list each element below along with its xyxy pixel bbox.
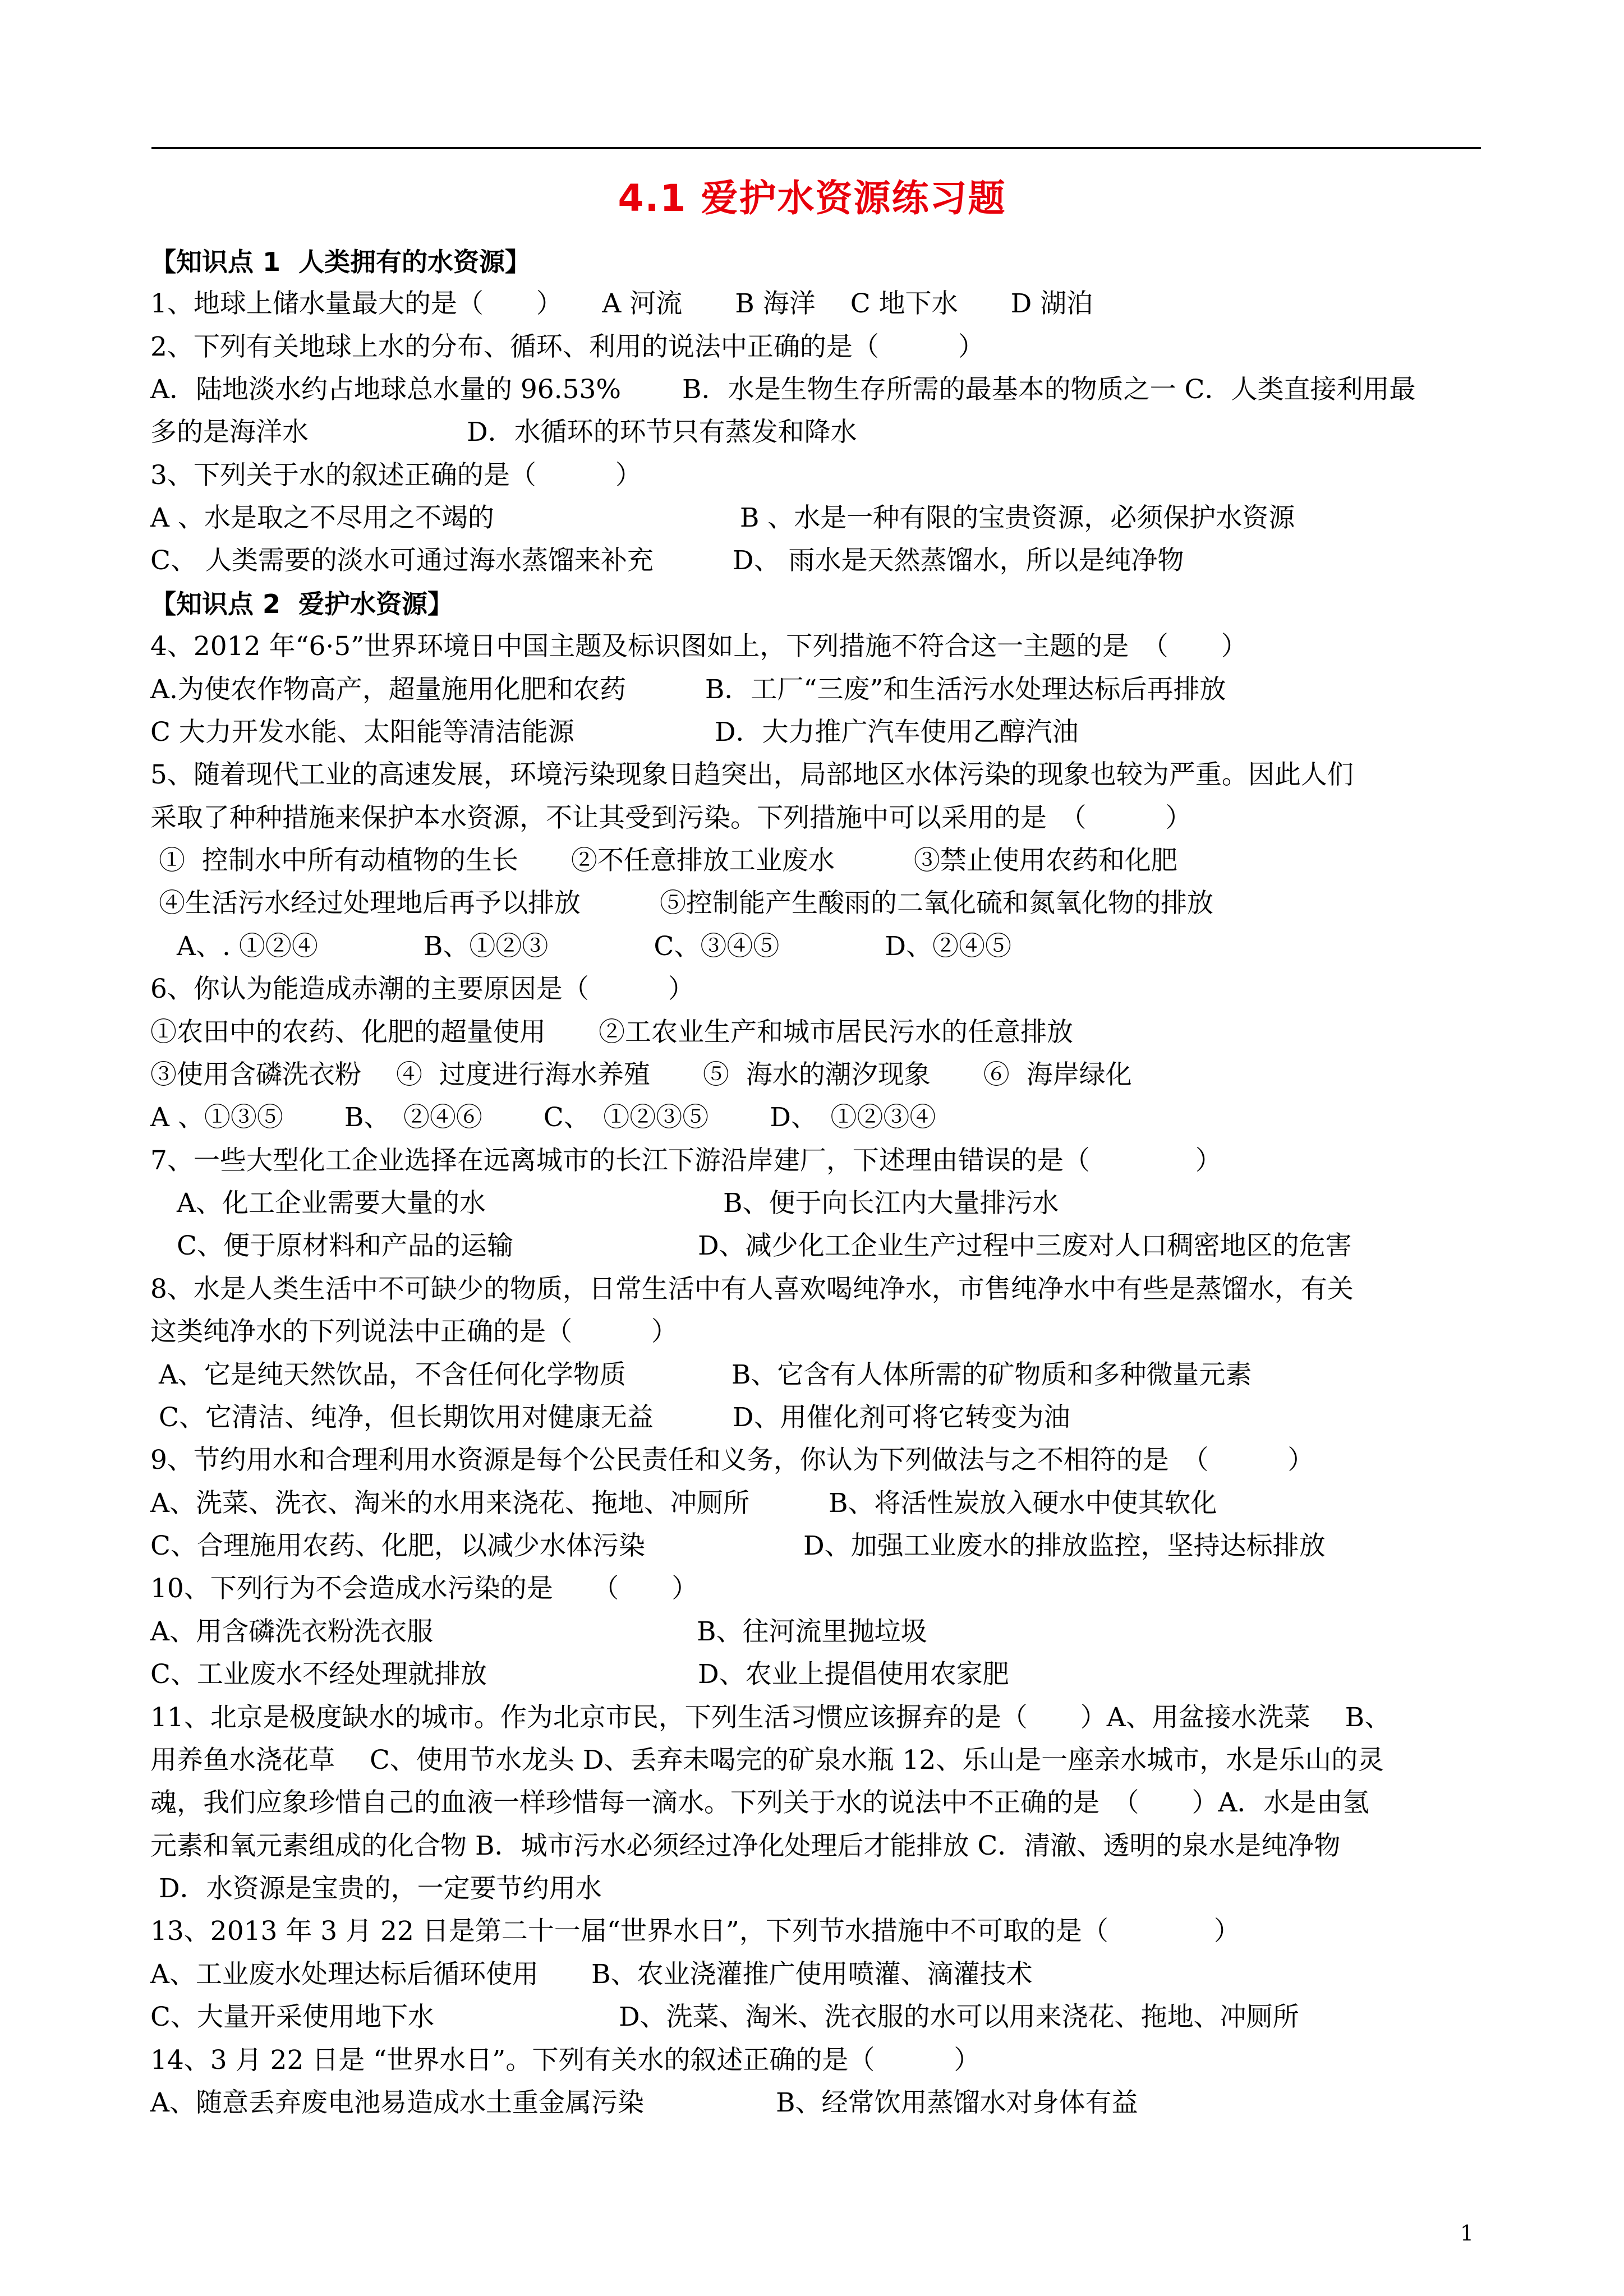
text-line: A 、①③⑤ B、 ②④⑥ C、 ①②③⑤ D、 ①②③④ — [150, 1102, 936, 1133]
text-line: 4、2012 年“6·5”世界环境日中国主题及标识图如上，下列措施不符合这一主题的是 （ ） — [150, 631, 1248, 662]
text-line: 5、随着现代工业的高速发展，环境污染现象日趋突出，局部地区水体污染的现象也较为严重。因此人们 — [150, 759, 1354, 790]
text-line: 7、一些大型化工企业选择在远离城市的长江下游沿岸建厂，下述理由错误的是（ ） — [150, 1145, 1222, 1176]
text-line: 11、北京是极度缺水的城市。作为北京市民，下列生活习惯应该摒弃的是（ ）A、用盆接水洗菜 B、 — [150, 1702, 1391, 1733]
text-line: A.为使农作物高产，超量施用化肥和农药 B．工厂“三废”和生活污水处理达标后再排放 — [150, 674, 1226, 705]
text-line: C 大力开发水能、太阳能等清洁能源 D．大力推广汽车使用乙醇汽油 — [150, 717, 1079, 748]
text-line: 2、下列有关地球上水的分布、循环、利用的说法中正确的是（ ） — [150, 331, 984, 362]
text-line: A．陆地淡水约占地球总水量的 96.53% B．水是生物生存所需的最基本的物质之一 C．人类直接利用最 — [150, 374, 1416, 405]
text-line: C、合理施用农药、化肥，以减少水体污染 D、加强工业废水的排放监控，坚持达标排放 — [150, 1530, 1326, 1561]
text-line: 8、水是人类生活中不可缺少的物质，日常生活中有人喜欢喝纯净水，市售纯净水中有些是蒸馏水，有关 — [150, 1274, 1354, 1304]
text-line: 9、节约用水和合理利用水资源是每个公民责任和义务，你认为下列做法与之不相符的是 （ ） — [150, 1445, 1314, 1476]
text-line: ③使用含磷洗衣粉 ④ 过度进行海水养殖 ⑤ 海水的潮汐现象 ⑥ 海岸绿化 — [150, 1059, 1132, 1090]
section-heading: 【知识点 2 爱护水资源】 — [150, 589, 454, 619]
text-line: D．水资源是宝贵的，一定要节约用水 — [150, 1873, 602, 1904]
text-line: A、. ①②④ B、①②③ C、③④⑤ D、②④⑤ — [150, 931, 1012, 962]
text-line: 10、下列行为不会造成水污染的是 （ ） — [150, 1573, 698, 1604]
text-line: 多的是海洋水 D．水循环的环节只有蒸发和降水 — [150, 417, 857, 448]
text-line: A 、水是取之不尽用之不竭的 B 、水是一种有限的宝贵资源，必须保护水资源 — [150, 502, 1295, 533]
text-line: A、洗菜、洗衣、淘米的水用来浇花、拖地、冲厕所 B、将活性炭放入硬水中使其软化 — [150, 1488, 1217, 1519]
text-line: 这类纯净水的下列说法中正确的是（ ） — [150, 1316, 678, 1347]
text-line: 14、3 月 22 日是 “世界水日”。下列有关水的叙述正确的是（ ） — [150, 2045, 981, 2076]
header-rule — [151, 147, 1481, 149]
text-line: A、工业废水处理达标后循环使用 B、农业浇灌推广使用喷灌、滴灌技术 — [150, 1959, 1033, 1990]
section-heading: 【知识点 1 人类拥有的水资源】 — [150, 247, 531, 277]
text-line: A、化工企业需要大量的水 B、便于向长江内大量排污水 — [150, 1188, 1059, 1219]
text-line: 6、你认为能造成赤潮的主要原因是（ ） — [150, 974, 694, 1004]
text-line: A、用含磷洗衣粉洗衣服 B、往河流里抛垃圾 — [150, 1616, 927, 1647]
text-line: 魂，我们应象珍惜自己的血液一样珍惜每一滴水。下列关于水的说法中不正确的是 （ ）A．水是由氢 — [150, 1787, 1369, 1818]
text-line: C、 人类需要的淡水可通过海水蒸馏来补充 D、 雨水是天然蒸馏水，所以是纯净物 — [150, 545, 1184, 576]
text-line: ④生活污水经过处理地后再予以排放 ⑤控制能产生酸雨的二氧化硫和氮氧化物的排放 — [150, 888, 1213, 919]
page-number: 1 — [1460, 2221, 1474, 2246]
text-line: 3、下列关于水的叙述正确的是（ ） — [150, 460, 642, 491]
text-line: 用养鱼水浇花草 C、使用节水龙头 D、丢弃未喝完的矿泉水瓶 12、乐山是一座亲水城市，水是乐山的灵 — [150, 1745, 1384, 1776]
text-line: ①农田中的农药、化肥的超量使用 ②工农业生产和城市居民污水的任意排放 — [150, 1017, 1073, 1048]
text-line: 采取了种种措施来保护本水资源，不让其受到污染。下列措施中可以采用的是 （ ） — [150, 803, 1192, 833]
text-line: C、便于原材料和产品的运输 D、减少化工企业生产过程中三废对人口稠密地区的危害 — [150, 1230, 1352, 1261]
text-line: A、随意丢弃废电池易造成水土重金属污染 B、经常饮用蒸馏水对身体有益 — [150, 2087, 1138, 2118]
page-title: 4.1 爱护水资源练习题 — [618, 177, 1006, 220]
text-line: A、它是纯天然饮品，不含任何化学物质 B、它含有人体所需的矿物质和多种微量元素 — [150, 1359, 1252, 1390]
text-line: C、大量开采使用地下水 D、洗菜、淘米、洗衣服的水可以用来浇花、拖地、冲厕所 — [150, 2002, 1299, 2032]
text-line: C、工业废水不经处理就排放 D、农业上提倡使用农家肥 — [150, 1659, 1009, 1690]
text-line: 元素和氧元素组成的化合物 B．城市污水必须经过净化处理后才能排放 C．清澈、透明的泉水是纯净物 — [150, 1831, 1341, 1861]
text-line: ① 控制水中所有动植物的生长 ②不任意排放工业废水 ③禁止使用农药和化肥 — [150, 845, 1177, 876]
text-line: 1、地球上储水量最大的是（ ） A 河流 B 海洋 C 地下水 D 湖泊 — [150, 288, 1093, 319]
text-line: C、它清洁、纯净，但长期饮用对健康无益 D、用催化剂可将它转变为油 — [150, 1402, 1070, 1433]
text-line: 13、2013 年 3 月 22 日是第二十一届“世界水日”，下列节水措施中不可取的是（ ） — [150, 1916, 1240, 1947]
